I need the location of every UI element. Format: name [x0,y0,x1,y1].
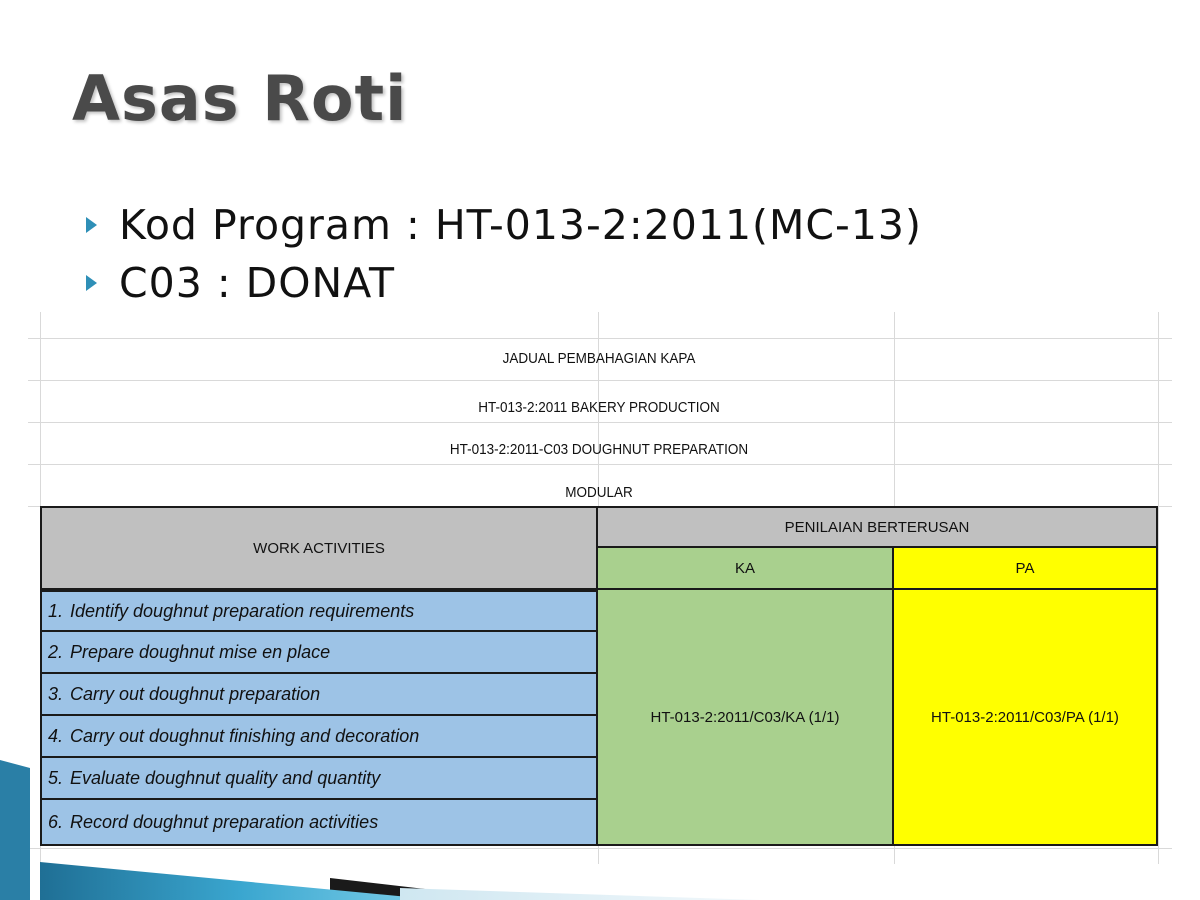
activity-number: 6. [48,811,64,832]
activity-text: Prepare doughnut mise en place [70,641,331,662]
activity-number: 2. [48,641,64,662]
activity-text: Identify doughnut preparation requirements [70,600,415,621]
bullet-item [86,196,922,254]
activity-number: 4. [48,725,64,746]
activity-row [40,632,598,674]
gridline [28,848,1172,849]
activity-text: Evaluate doughnut quality and quantity [70,767,381,788]
bullet-list [86,196,922,312]
activity-row [40,800,598,846]
gridline [28,338,1172,339]
gridline [1158,312,1159,864]
bullet-text: C03 : DONAT [119,259,396,307]
slide-title: Asas Roti [72,62,408,135]
ka-code-cell: HT-013-2:2011/C03/KA (1/1) [598,590,894,846]
bullet-item [86,254,922,312]
pa-code-cell: HT-013-2:2011/C03/PA (1/1) [894,590,1158,846]
activity-row [40,590,598,632]
header-ka: KA [598,548,894,590]
header-pa: PA [894,548,1158,590]
spreadsheet-image [28,312,1172,864]
gridline [28,380,1172,381]
activity-number: 5. [48,767,64,788]
activity-text: Carry out doughnut finishing and decoration [70,725,420,746]
table-caption: MODULAR [565,484,633,501]
table-caption: HT-013-2:2011-C03 DOUGHNUT PREPARATION [449,441,749,458]
header-work-activities: WORK ACTIVITIES [40,506,598,590]
activity-row [40,716,598,758]
activity-number: 1. [48,600,64,621]
header-penilaian-berterusan: PENILAIAN BERTERUSAN [598,506,1158,548]
triangle-bullet-icon [86,275,97,291]
activity-text: Carry out doughnut preparation [70,683,321,704]
bullet-text: Kod Program : HT-013-2:2011(MC-13) [119,201,923,249]
gridline [28,422,1172,423]
activity-row [40,674,598,716]
activity-row [40,758,598,800]
activity-text: Record doughnut preparation activities [70,811,379,832]
table-caption: HT-013-2:2011 BAKERY PRODUCTION [478,399,720,416]
activity-number: 3. [48,683,64,704]
gridline [28,464,1172,465]
table-caption: JADUAL PEMBAHAGIAN KAPA [502,350,696,367]
triangle-bullet-icon [86,217,97,233]
